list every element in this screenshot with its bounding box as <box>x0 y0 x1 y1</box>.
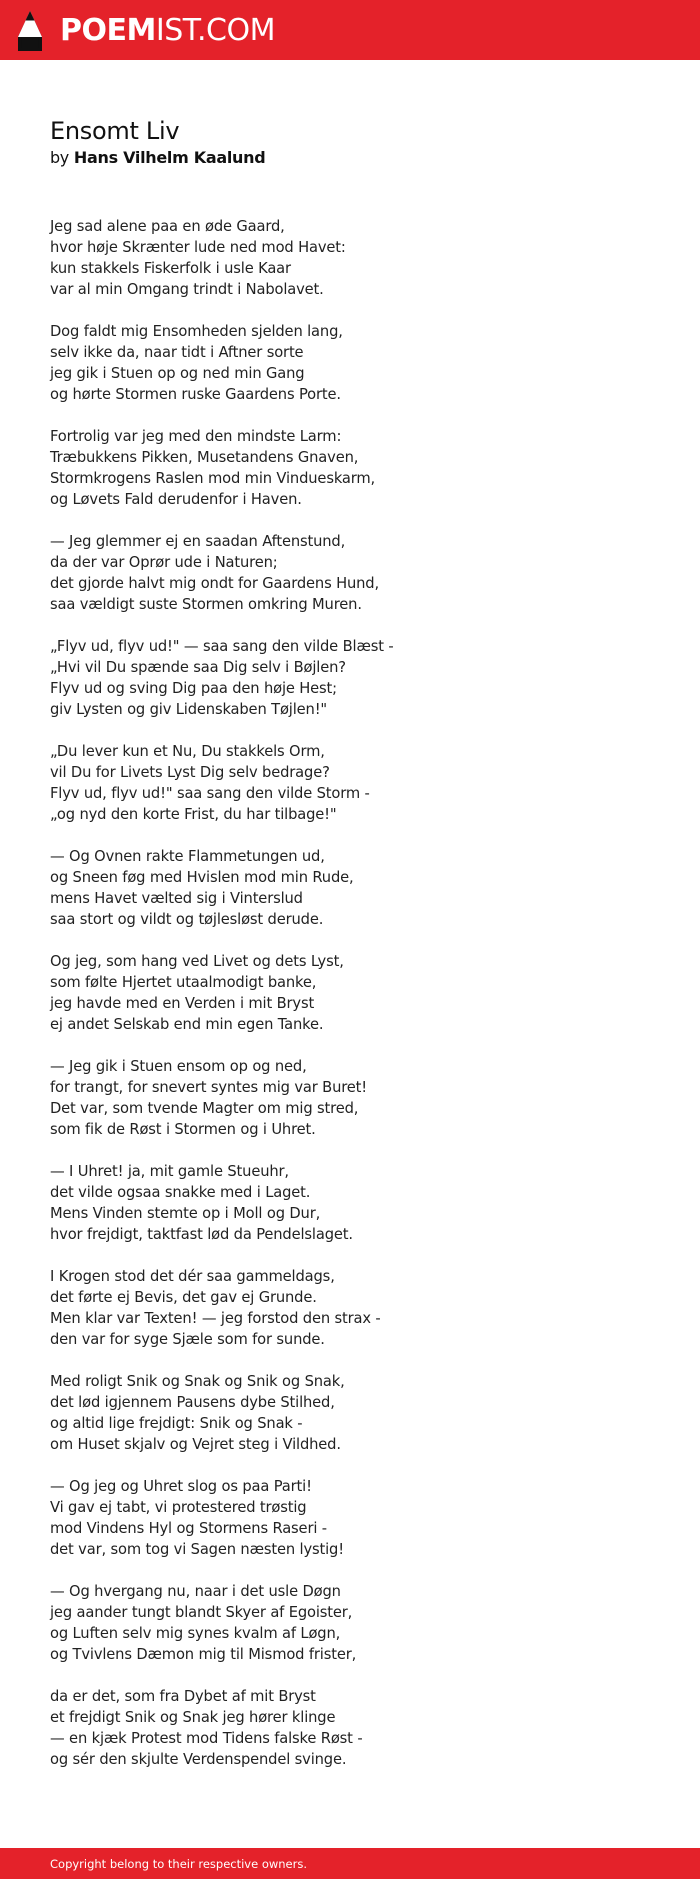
copyright-text: Copyright belong to their respective owners. <box>50 1857 308 1871</box>
poem-line: jeg aander tungt blandt Skyer af Egoister, <box>50 1604 353 1621</box>
stanza <box>50 951 650 1035</box>
poem-title: Ensomt Liv <box>50 117 180 145</box>
poem-line: det var, som tog vi Sagen næsten lystig! <box>50 1541 344 1558</box>
poem-line: „Du lever kun et Nu, Du stakkels Orm, <box>50 743 325 760</box>
stanza <box>50 846 650 930</box>
stanza <box>50 1266 650 1350</box>
poem-line: Stormkrogens Raslen mod min Vindueskarm, <box>50 470 376 487</box>
poem-line: „Flyv ud, flyv ud!" — saa sang den vilde Blæst - <box>50 638 394 655</box>
stanza <box>50 531 650 615</box>
poem-line: det vilde ogsaa snakke med i Laget. <box>50 1184 311 1201</box>
poem-line: — Og jeg og Uhret slog os paa Parti! <box>50 1478 312 1495</box>
poem-line: Træbukkens Pikken, Musetandens Gnaven, <box>50 449 359 466</box>
poem-line: vil Du for Livets Lyst Dig selv bedrage? <box>50 764 330 781</box>
stanza <box>50 321 650 405</box>
poem-line: som fik de Røst i Stormen og i Uhret. <box>50 1121 316 1138</box>
site-brand <box>60 11 275 51</box>
poem-line: — Og hvergang nu, naar i det usle Døgn <box>50 1583 341 1600</box>
stanza <box>50 1161 650 1245</box>
poem-line: ej andet Selskab end min egen Tanke. <box>50 1016 324 1033</box>
by-label: by <box>50 148 69 167</box>
poem-line: og hørte Stormen ruske Gaardens Porte. <box>50 386 341 403</box>
poem-line: mens Havet vælted sig i Vinterslud <box>50 890 303 907</box>
poem-line: „Hvi vil Du spænde saa Dig selv i Bøjlen? <box>50 659 346 676</box>
poem-line: om Huset skjalv og Vejret steg i Vildhed. <box>50 1436 341 1453</box>
poem-line: Men klar var Texten! — jeg forstod den strax - <box>50 1310 381 1327</box>
stanza <box>50 216 650 300</box>
poem-line: hvor frejdigt, taktfast lød da Pendelslaget. <box>50 1226 353 1243</box>
site-header <box>0 0 700 60</box>
poem-line: og Tvivlens Dæmon mig til Mismod frister, <box>50 1646 357 1663</box>
poem-line: — I Uhret! ja, mit gamle Stueuhr, <box>50 1163 289 1180</box>
poem-line: — Jeg gik i Stuen ensom op og ned, <box>50 1058 307 1075</box>
stanza <box>50 1056 650 1140</box>
poem-line: jeg havde med en Verden i mit Bryst <box>50 995 315 1012</box>
site-footer <box>0 1848 700 1879</box>
poem-line: I Krogen stod det dér saa gammeldags, <box>50 1268 335 1285</box>
poem-line: selv ikke da, naar tidt i Aftner sorte <box>50 344 304 361</box>
poem-line: og Sneen føg med Hvislen mod min Rude, <box>50 869 354 886</box>
poem-line: hvor høje Skrænter lude ned mod Havet: <box>50 239 346 256</box>
poem-line: og Luften selv mig synes kvalm af Løgn, <box>50 1625 341 1642</box>
stanza <box>50 741 650 825</box>
poem-line: Det var, som tvende Magter om mig stred, <box>50 1100 359 1117</box>
poem-content <box>50 116 650 1791</box>
poem-line: den var for syge Sjæle som for sunde. <box>50 1331 325 1348</box>
poem-line: var al min Omgang trindt i Nabolavet. <box>50 281 324 298</box>
poem-line: mod Vindens Hyl og Stormens Raseri - <box>50 1520 327 1537</box>
poem-line: og sér den skjulte Verdenspendel svinge. <box>50 1751 347 1768</box>
stanza <box>50 636 650 720</box>
poem-byline <box>50 147 650 169</box>
site-logo-link[interactable] <box>18 11 275 51</box>
poem-line: det gjorde halvt mig ondt for Gaardens Hund, <box>50 575 379 592</box>
brand-light: IST.COM <box>155 13 275 48</box>
stanza <box>50 1686 650 1770</box>
poem-line: Fortrolig var jeg med den mindste Larm: <box>50 428 342 445</box>
poem-line: jeg gik i Stuen op og ned min Gang <box>50 365 305 382</box>
poem-line: et frejdigt Snik og Snak jeg hører klinge <box>50 1709 336 1726</box>
poem-line: saa stort og vildt og tøjlesløst derude. <box>50 911 324 928</box>
poem-line: Flyv ud, flyv ud!" saa sang den vilde Storm - <box>50 785 370 802</box>
poem-line: saa vældigt suste Stormen omkring Muren. <box>50 596 362 613</box>
poem-line: Dog faldt mig Ensomheden sjelden lang, <box>50 323 343 340</box>
stanza <box>50 1371 650 1455</box>
poem-line: Vi gav ej tabt, vi protestered trøstig <box>50 1499 307 1516</box>
author-link[interactable]: Hans Vilhelm Kaalund <box>73 148 266 167</box>
stanza <box>50 426 650 510</box>
poem-line: — Og Ovnen rakte Flammetungen ud, <box>50 848 325 865</box>
poem-line: da der var Oprør ude i Naturen; <box>50 554 278 571</box>
poem-line: — en kjæk Protest mod Tidens falske Røst - <box>50 1730 363 1747</box>
stanza <box>50 1476 650 1560</box>
poem-line: Og jeg, som hang ved Livet og dets Lyst, <box>50 953 344 970</box>
poem-line: det førte ej Bevis, det gav ej Grunde. <box>50 1289 317 1306</box>
stanza <box>50 1581 650 1665</box>
poem-line: og altid lige frejdigt: Snik og Snak - <box>50 1415 303 1432</box>
poem-line: da er det, som fra Dybet af mit Bryst <box>50 1688 316 1705</box>
poem-line: som følte Hjertet utaalmodigt banke, <box>50 974 317 991</box>
poem-body <box>50 216 650 1770</box>
poem-line: Mens Vinden stemte op i Moll og Dur, <box>50 1205 321 1222</box>
poem-line: for trangt, for snevert syntes mig var Buret! <box>50 1079 368 1096</box>
poem-line: Med roligt Snik og Snak og Snik og Snak, <box>50 1373 345 1390</box>
poem-line: Jeg sad alene paa en øde Gaard, <box>50 218 285 235</box>
poem-line: — Jeg glemmer ej en saadan Aftenstund, <box>50 533 346 550</box>
poem-line: kun stakkels Fiskerfolk i usle Kaar <box>50 260 291 277</box>
brand-bold: POEM <box>60 13 156 48</box>
poem-line: det lød igjennem Pausens dybe Stilhed, <box>50 1394 335 1411</box>
pencil-icon <box>18 11 42 51</box>
poem-line: og Løvets Fald derudenfor i Haven. <box>50 491 302 508</box>
poem-line: giv Lysten og giv Lidenskaben Tøjlen!" <box>50 701 328 718</box>
poem-line: Flyv ud og sving Dig paa den høje Hest; <box>50 680 337 697</box>
poem-line: „og nyd den korte Frist, du har tilbage!" <box>50 806 337 823</box>
